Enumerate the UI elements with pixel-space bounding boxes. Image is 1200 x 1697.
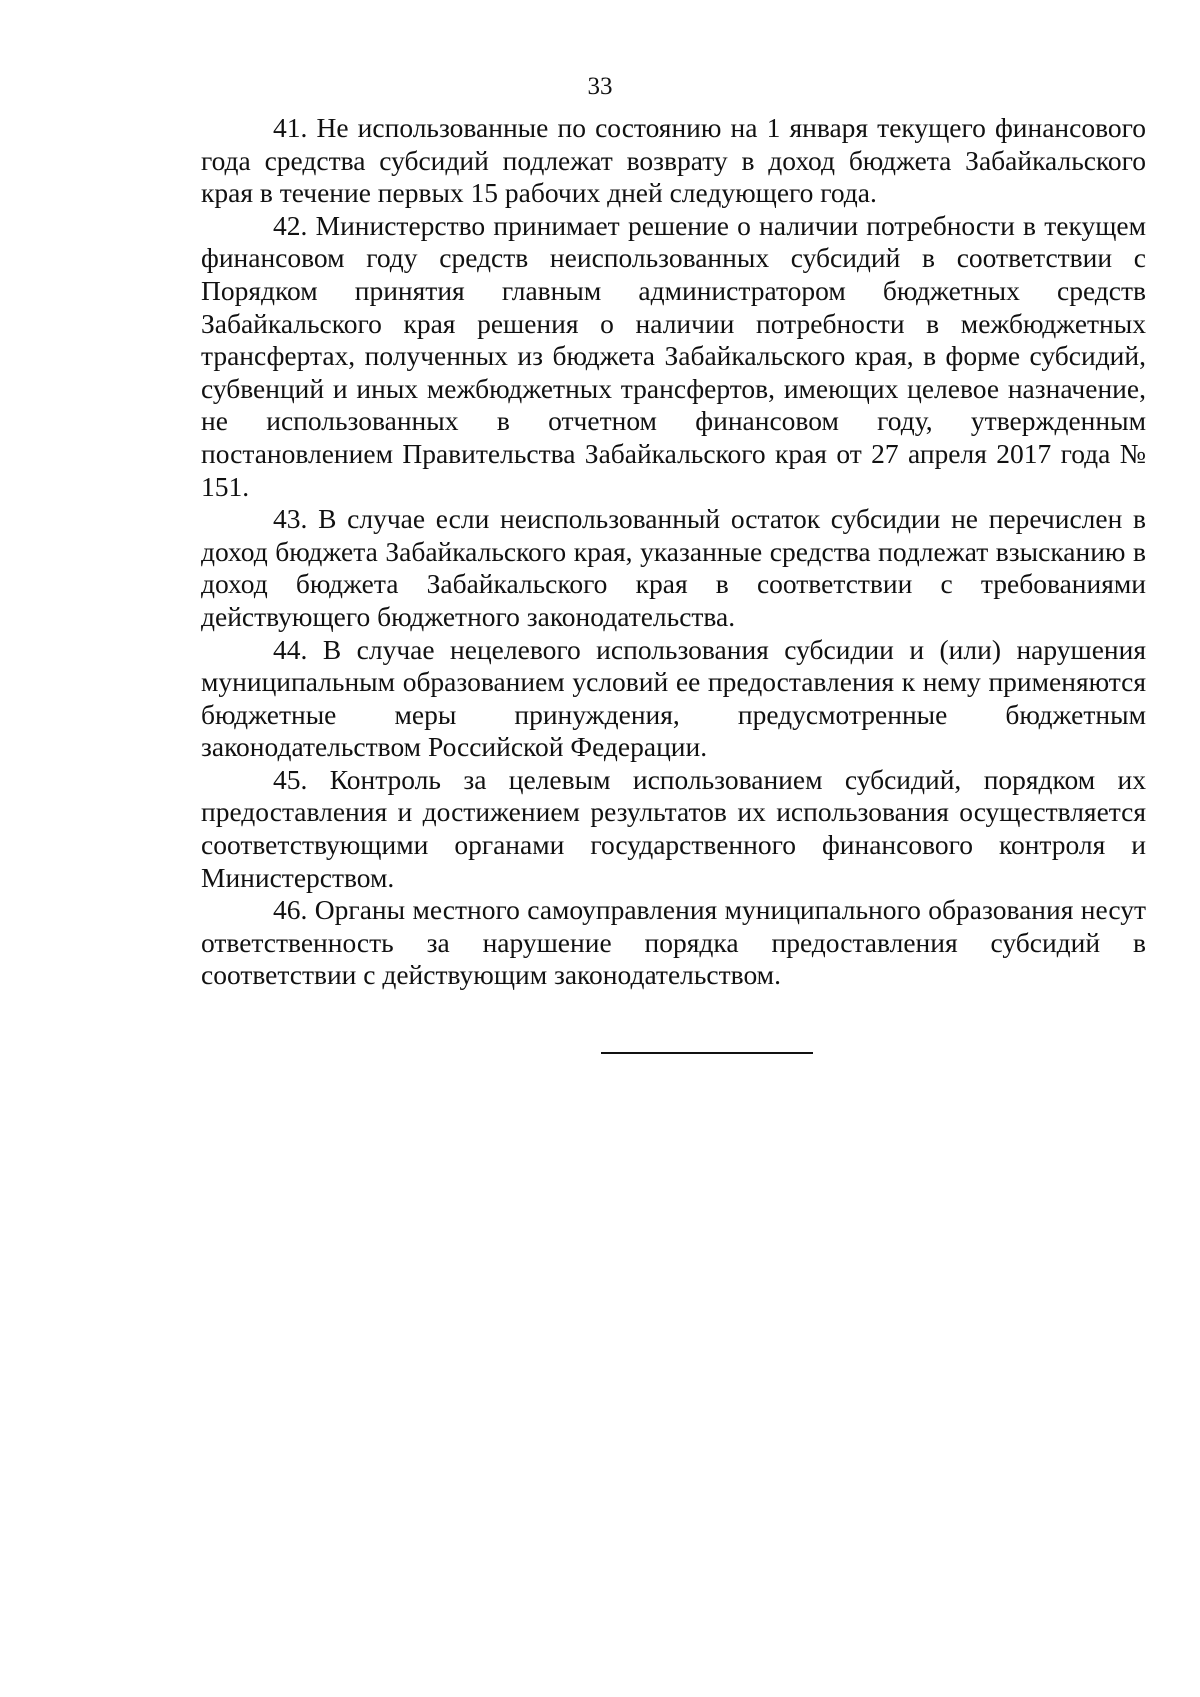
paragraph-43: 43. В случае если неиспользованный остаток субсидии не перечислен в доход бюджета Забайкальского края, указанные средства подлежат взысканию в доход бюджета Забайкальского края в соответствии с требованиями действующего бюджетного законодательства. [201, 503, 1146, 632]
document-body [201, 112, 1146, 992]
paragraph-46: 46. Органы местного самоуправления муниципального образования несут ответственность за нарушение порядка предоставления субсидий в соответствии с действующим законодательством. [201, 894, 1146, 991]
paragraph-44: 44. В случае нецелевого использования субсидии и (или) нарушения муниципальным образованием условий ее предоставления к нему применяются бюджетные меры принуждения, предусмотренные бюджетным законодательством Российской Федерации. [201, 633, 1146, 763]
end-of-document-rule [601, 1052, 813, 1054]
paragraph-41: 41. Не использованные по состоянию на 1 января текущего финансового года средства субсидий подлежат возврату в доход бюджета Забайкальского края в течение первых 15 рабочих дней следующего года. [201, 112, 1146, 209]
paragraph-42: 42. Министерство принимает решение о наличии потребности в текущем финансовом году средств неиспользованных субсидий в соответствии с Порядком принятия главным администратором бюджетных средств Забайкальского края решения о наличии потребности в межбюджетных трансфертах, полученных из бюджета Забайкальского края, в форме субсидий, субвенций и иных межбюджетных трансфертов, имеющих целевое назначение, не использованных в отчетном финансовом году, утвержденным постановлением Правительства Забайкальского края от 27 апреля 2017 года № 151. [201, 209, 1146, 502]
page-number: 33 [587, 73, 613, 100]
paragraph-45: 45. Контроль за целевым использованием субсидий, порядком их предоставления и достижением результатов их использования осуществляется соответствующими органами государственного финансового контроля и Министерством. [201, 763, 1146, 893]
